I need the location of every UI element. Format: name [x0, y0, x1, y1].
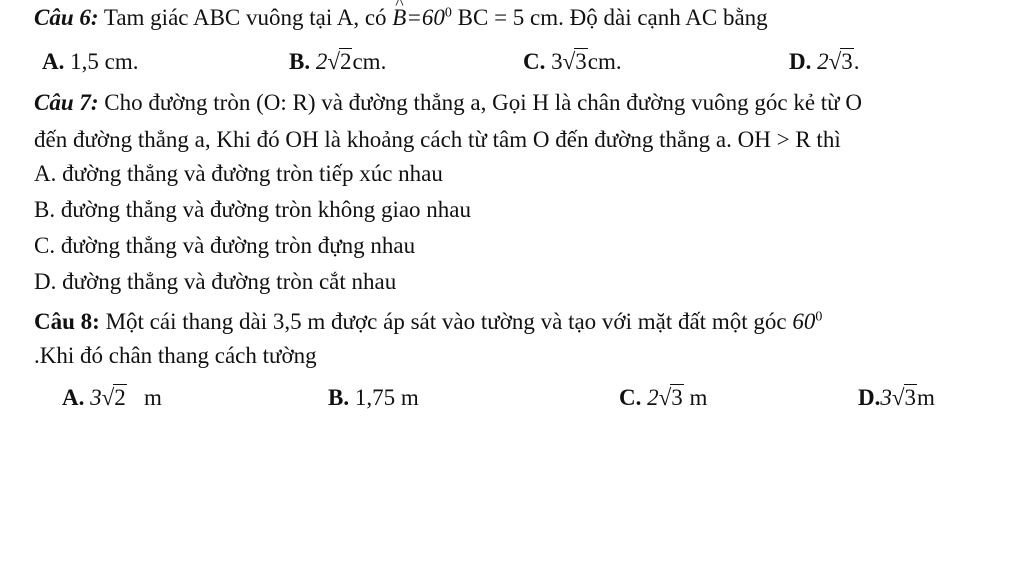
sqrt-symbol: √3: [891, 385, 916, 410]
q7-option-a[interactable]: A. đường thẳng và đường tròn tiếp xúc nhau: [34, 161, 443, 186]
question-8-text-1: Một cái thang dài 3,5 m được áp sát vào tường và tạo với mặt đất một góc: [99, 309, 793, 334]
question-7-text-1: Cho đường tròn (O: R) và đường thẳng a, Gọi H là chân đường vuông góc kẻ từ O: [98, 90, 863, 115]
question-6-label: Câu 6:: [34, 5, 99, 30]
question-7-label: Câu 7:: [34, 90, 99, 115]
option-coef: 2: [647, 385, 659, 410]
q6-option-a[interactable]: [42, 48, 138, 76]
option-unit: m: [689, 385, 708, 410]
sqrt-symbol: √3: [562, 49, 587, 74]
option-coef: 3: [880, 385, 892, 410]
option-unit: m: [917, 385, 935, 410]
option-unit: cm.: [587, 49, 622, 74]
degree-sup: 0: [444, 5, 452, 21]
option-value: 1,5 cm.: [64, 49, 139, 74]
sqrt-symbol: √2: [327, 49, 352, 74]
sqrt-symbol: √3: [828, 49, 853, 74]
question-8-stem-line-2: .Khi đó chân thang cách tường: [34, 343, 317, 368]
q8-option-b[interactable]: [328, 384, 419, 412]
option-letter: C.: [619, 385, 642, 410]
degree-sup: 0: [815, 309, 823, 325]
q7-option-c[interactable]: C. đường thẳng và đường tròn đựng nhau: [34, 233, 416, 258]
option-coef: 2: [817, 49, 829, 74]
option-unit: cm.: [352, 49, 387, 74]
option-letter: D.: [858, 385, 881, 410]
question-8-stem-line-1: [34, 308, 822, 336]
q6-option-c[interactable]: [523, 48, 622, 76]
option-value: 1,75 m: [349, 385, 419, 410]
q6-option-b[interactable]: [289, 48, 386, 76]
option-letter: C.: [523, 49, 546, 74]
sqrt-symbol: √3: [658, 385, 683, 410]
option-coef: 3: [90, 385, 102, 410]
q6-option-d[interactable]: [789, 48, 860, 76]
angle-value: 60: [792, 309, 816, 334]
q8-option-c[interactable]: [619, 384, 707, 412]
question-7-stem-line-2: đến đường thẳng a, Khi đó OH là khoảng cách từ tâm O đến đường thẳng a. OH > R thì: [34, 127, 841, 152]
question-8-label: Câu 8:: [34, 309, 100, 334]
option-coef: 3: [551, 49, 563, 74]
option-unit: .: [853, 49, 860, 74]
option-letter: B.: [289, 49, 311, 74]
question-6-text-pre: Tam giác ABC vuông tại A, có: [98, 5, 393, 30]
q7-option-d[interactable]: D. đường thẳng và đường tròn cắt nhau: [34, 269, 397, 294]
q8-option-a[interactable]: [62, 384, 162, 412]
option-letter: D.: [789, 49, 812, 74]
option-unit: m: [144, 385, 162, 410]
angle-b-symbol: ^ B: [392, 4, 406, 32]
q7-option-b[interactable]: B. đường thẳng và đường tròn không giao nhau: [34, 197, 472, 222]
question-6-stem: [34, 4, 768, 32]
q8-option-d[interactable]: [858, 384, 935, 412]
option-letter: B.: [328, 385, 350, 410]
option-letter: A.: [62, 385, 85, 410]
sqrt-symbol: √2: [101, 385, 126, 410]
question-7-stem-line-1: [34, 89, 862, 117]
question-6-text-post: BC = 5 cm. Độ dài cạnh AC bằng: [451, 5, 768, 30]
option-coef: 2: [315, 49, 328, 74]
angle-equals: =60: [406, 5, 445, 30]
option-letter: A.: [42, 49, 65, 74]
